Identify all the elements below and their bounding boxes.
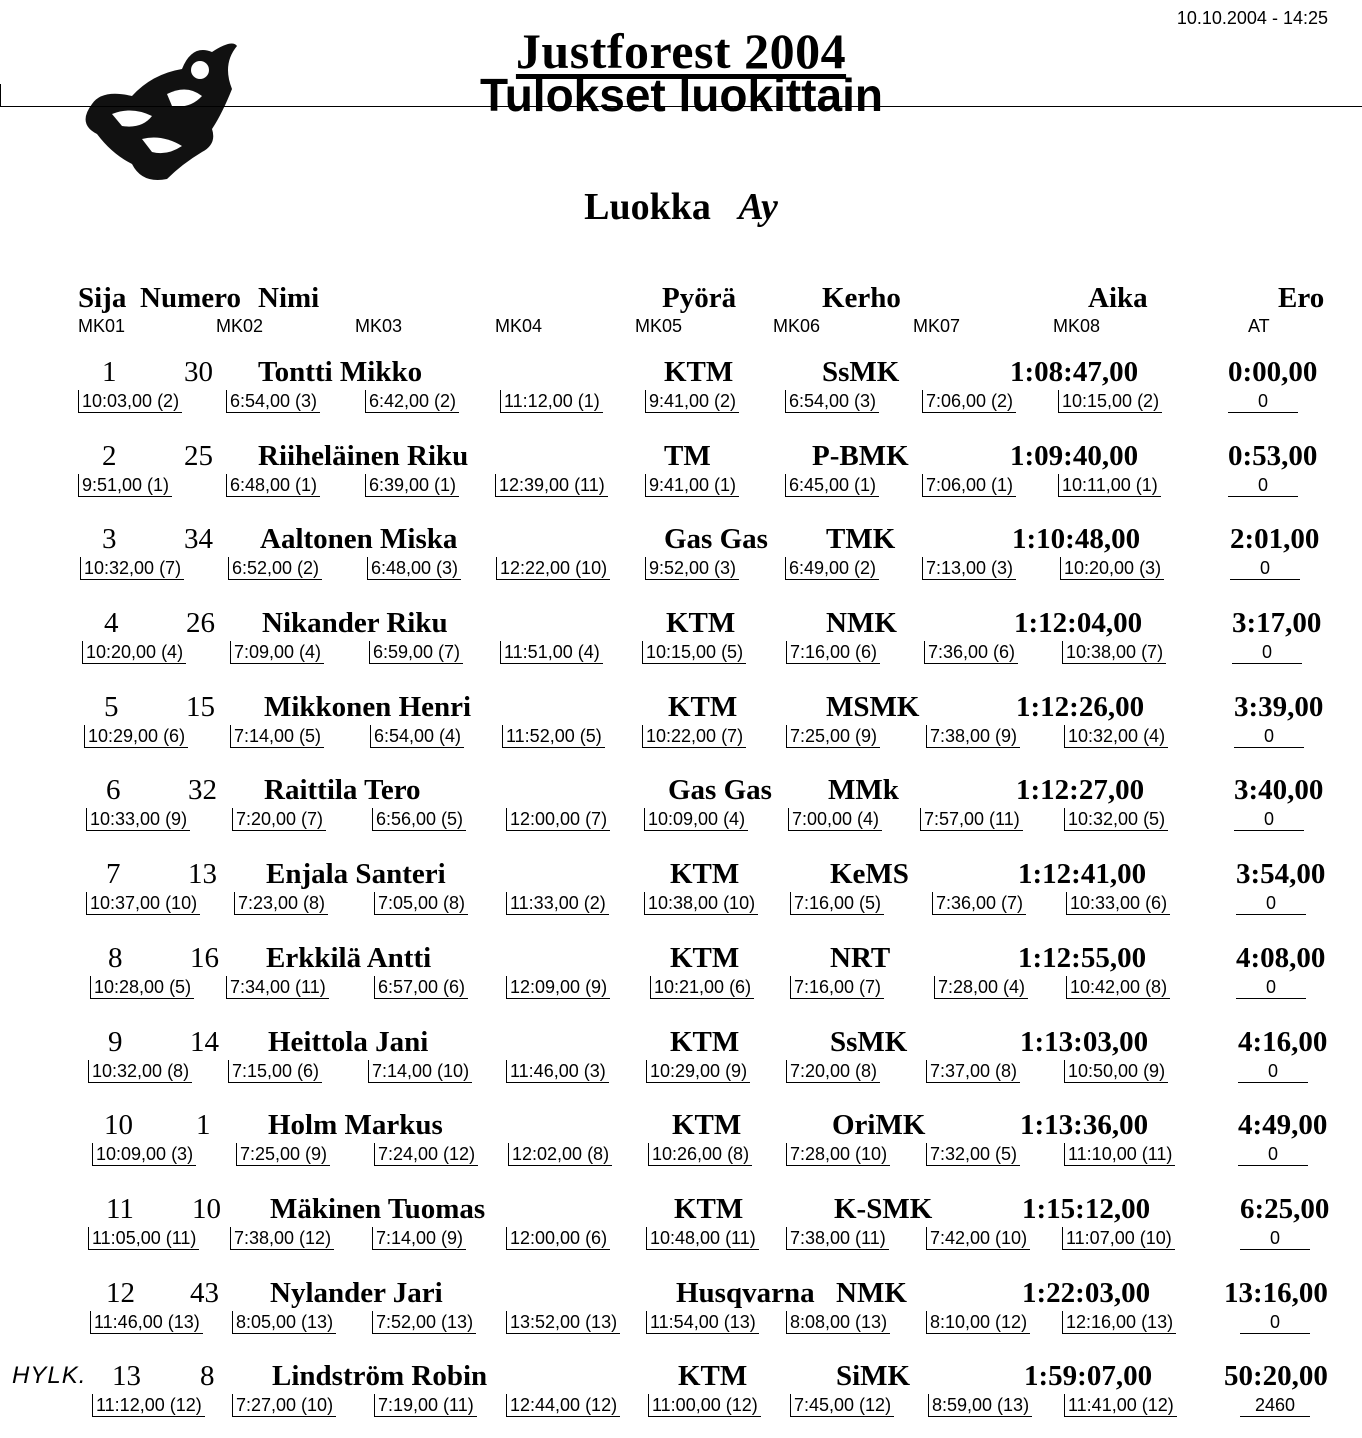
header-aika: Aika xyxy=(1088,282,1148,314)
cell-aika: 1:12:55,00 xyxy=(1018,941,1147,974)
cell-mk04: 11:46,00 (3) xyxy=(506,1060,609,1083)
cell-at: 0 xyxy=(1234,725,1304,748)
cell-mk05: 10:38,00 (10) xyxy=(644,892,758,915)
cell-mk06: 8:08,00 (13) xyxy=(786,1311,890,1334)
cell-numero: 32 xyxy=(188,774,217,807)
cell-at: 0 xyxy=(1234,808,1304,831)
cell-at: 2460 xyxy=(1240,1394,1310,1417)
cell-pyora: KTM xyxy=(666,607,736,640)
cell-mk03: 6:54,00 (4) xyxy=(370,725,464,748)
header-mk04: MK04 xyxy=(495,316,543,336)
cell-pyora: KTM xyxy=(672,1109,742,1142)
cell-mk05: 11:00,00 (12) xyxy=(648,1394,761,1417)
cell-mk08: 10:33,00 (6) xyxy=(1066,892,1170,915)
cell-aika: 1:59:07,00 xyxy=(1024,1360,1153,1393)
cell-mk01: 10:28,00 (5) xyxy=(90,976,194,999)
cell-mk05: 9:52,00 (3) xyxy=(645,557,739,580)
cell-mk07: 7:06,00 (2) xyxy=(922,390,1016,413)
cell-pyora: Husqvarna xyxy=(676,1276,815,1309)
cell-sija: 8 xyxy=(108,941,123,974)
cell-kerho: KeMS xyxy=(830,858,909,891)
cell-mk03: 7:52,00 (13) xyxy=(372,1311,476,1334)
cell-mk03: 7:14,00 (10) xyxy=(368,1060,472,1083)
cell-mk03: 7:24,00 (12) xyxy=(374,1143,478,1166)
header-mk07: MK07 xyxy=(913,316,961,336)
cell-mk07: 8:59,00 (13) xyxy=(928,1394,1032,1417)
cell-pyora: Gas Gas xyxy=(668,774,772,807)
cell-kerho: TMK xyxy=(826,523,896,556)
cell-kerho: MMk xyxy=(828,774,899,807)
cell-mk02: 8:05,00 (13) xyxy=(232,1311,336,1334)
table-row xyxy=(0,1354,1362,1438)
cell-numero: 26 xyxy=(186,607,215,640)
cell-sija: 2 xyxy=(102,439,117,472)
cell-pyora: TM xyxy=(664,439,711,472)
cell-mk03: 7:19,00 (11) xyxy=(374,1394,477,1417)
cell-mk04: 12:00,00 (7) xyxy=(506,808,610,831)
cell-at: 0 xyxy=(1240,1227,1310,1250)
cell-mk04: 12:02,00 (8) xyxy=(508,1143,612,1166)
cell-mk02: 7:34,00 (11) xyxy=(226,976,329,999)
print-timestamp: 10.10.2004 - 14:25 xyxy=(1176,8,1328,28)
cell-mk02: 6:54,00 (3) xyxy=(226,390,320,413)
cell-mk08: 11:07,00 (10) xyxy=(1062,1227,1175,1250)
cell-mk08: 12:16,00 (13) xyxy=(1062,1311,1176,1334)
cell-mk07: 7:32,00 (5) xyxy=(926,1143,1020,1166)
cell-mk07: 8:10,00 (12) xyxy=(926,1311,1030,1334)
cell-mk08: 11:41,00 (12) xyxy=(1064,1394,1177,1417)
cell-numero: 25 xyxy=(184,439,213,472)
cell-mk06: 6:54,00 (3) xyxy=(785,390,879,413)
cell-ero: 2:01,00 xyxy=(1230,523,1320,556)
cell-kerho: SiMK xyxy=(836,1360,911,1393)
cell-numero: 14 xyxy=(190,1025,219,1058)
class-name: Ay xyxy=(738,186,778,228)
cell-sija: 10 xyxy=(104,1109,133,1142)
cell-mk06: 6:49,00 (2) xyxy=(785,557,879,580)
cell-kerho: OriMK xyxy=(832,1109,926,1142)
cell-ero: 3:54,00 xyxy=(1236,858,1326,891)
cell-nimi: Riiheläinen Riku xyxy=(258,439,469,472)
table-row xyxy=(0,1271,1362,1355)
cell-pyora: Gas Gas xyxy=(664,523,768,556)
cell-sija: 11 xyxy=(106,1192,134,1225)
cell-kerho: SsMK xyxy=(830,1025,908,1058)
cell-mk05: 10:26,00 (8) xyxy=(648,1143,752,1166)
cell-mk03: 6:57,00 (6) xyxy=(374,976,468,999)
cell-sija: 4 xyxy=(104,607,119,640)
cell-aika: 1:13:36,00 xyxy=(1020,1109,1149,1142)
cell-mk01: 10:29,00 (6) xyxy=(84,725,188,748)
cell-mk04: 11:12,00 (1) xyxy=(500,390,603,413)
cell-nimi: Mikkonen Henri xyxy=(264,690,472,723)
cell-mk05: 10:22,00 (7) xyxy=(642,725,746,748)
cell-mk08: 10:15,00 (2) xyxy=(1058,390,1162,413)
cell-mk06: 7:16,00 (6) xyxy=(786,641,880,664)
cell-mk07: 7:36,00 (7) xyxy=(932,892,1026,915)
cell-mk07: 7:37,00 (8) xyxy=(926,1060,1020,1083)
cell-ero: 0:53,00 xyxy=(1228,439,1318,472)
cell-mk05: 9:41,00 (2) xyxy=(645,390,739,413)
cell-pyora: KTM xyxy=(678,1360,748,1393)
cell-ero: 50:20,00 xyxy=(1224,1360,1328,1393)
cell-at: 0 xyxy=(1240,1311,1310,1334)
table-row xyxy=(0,1187,1362,1271)
cell-at: 0 xyxy=(1232,641,1302,664)
cell-ero: 6:25,00 xyxy=(1240,1192,1330,1225)
cell-mk04: 13:52,00 (13) xyxy=(506,1311,620,1334)
cell-mk08: 10:11,00 (1) xyxy=(1058,474,1161,497)
header-mk03: MK03 xyxy=(355,316,403,336)
cell-mk05: 10:21,00 (6) xyxy=(650,976,754,999)
cell-kerho: P-BMK xyxy=(812,439,909,472)
cell-pyora: KTM xyxy=(668,690,738,723)
cell-mk05: 10:48,00 (11) xyxy=(646,1227,759,1250)
cell-ero: 4:49,00 xyxy=(1238,1109,1328,1142)
cell-mk02: 6:48,00 (1) xyxy=(226,474,320,497)
class-heading xyxy=(0,185,1362,229)
cell-ero: 4:16,00 xyxy=(1238,1025,1328,1058)
cell-nimi: Mäkinen Tuomas xyxy=(270,1192,486,1225)
cell-mk04: 11:52,00 (5) xyxy=(502,725,605,748)
cell-sija: 9 xyxy=(108,1025,123,1058)
event-title: Justforest 2004 xyxy=(515,23,847,79)
cell-numero: 15 xyxy=(186,690,215,723)
cell-mk06: 7:00,00 (4) xyxy=(788,808,882,831)
header-pyora: Pyörä xyxy=(662,282,737,314)
header-nimi: Nimi xyxy=(258,282,320,314)
cell-mk02: 7:09,00 (4) xyxy=(230,641,324,664)
cell-mk08: 10:50,00 (9) xyxy=(1064,1060,1168,1083)
cell-sija: 7 xyxy=(106,858,121,891)
cell-numero: 30 xyxy=(184,356,213,388)
cell-at: 0 xyxy=(1236,892,1306,915)
cell-mk03: 7:14,00 (9) xyxy=(372,1227,466,1250)
results-table xyxy=(0,350,1362,1438)
cell-mk04: 11:51,00 (4) xyxy=(500,641,603,664)
table-row xyxy=(0,1103,1362,1187)
handwritten-disqualified-note: HYLK. xyxy=(12,1362,87,1390)
cell-mk08: 10:42,00 (8) xyxy=(1066,976,1170,999)
header-mk06: MK06 xyxy=(773,316,821,336)
cell-nimi: Tontti Mikko xyxy=(258,356,423,388)
cell-pyora: KTM xyxy=(670,858,740,891)
table-row xyxy=(0,685,1362,769)
cell-kerho: K-SMK xyxy=(834,1192,933,1225)
cell-mk04: 12:09,00 (9) xyxy=(506,976,610,999)
cell-nimi: Enjala Santeri xyxy=(266,858,446,891)
cell-aika: 1:12:41,00 xyxy=(1018,858,1147,891)
header-numero: Numero xyxy=(140,282,241,314)
header-sija: Sija xyxy=(78,282,127,314)
cell-mk06: 7:16,00 (7) xyxy=(790,976,884,999)
cell-aika: 1:09:40,00 xyxy=(1010,439,1139,472)
cell-mk07: 7:42,00 (10) xyxy=(926,1227,1030,1250)
cell-sija: 1 xyxy=(102,356,117,388)
cell-mk05: 9:41,00 (1) xyxy=(645,474,739,497)
cell-mk03: 6:39,00 (1) xyxy=(365,474,459,497)
cell-aika: 1:15:12,00 xyxy=(1022,1192,1151,1225)
cell-mk06: 7:45,00 (12) xyxy=(790,1394,894,1417)
cell-mk02: 7:38,00 (12) xyxy=(230,1227,334,1250)
cell-mk03: 7:05,00 (8) xyxy=(374,892,468,915)
cell-mk02: 7:20,00 (7) xyxy=(232,808,326,831)
cell-ero: 4:08,00 xyxy=(1236,941,1326,974)
cell-nimi: Heittola Jani xyxy=(268,1025,429,1058)
table-row xyxy=(0,517,1362,601)
cell-sija: 12 xyxy=(106,1276,135,1309)
cell-mk01: 11:46,00 (13) xyxy=(90,1311,203,1334)
cell-aika: 1:12:26,00 xyxy=(1016,690,1145,723)
page-header xyxy=(0,22,1362,121)
cell-at: 0 xyxy=(1230,557,1300,580)
cell-kerho: MSMK xyxy=(826,690,920,723)
cell-kerho: NMK xyxy=(826,607,897,640)
cell-kerho: SsMK xyxy=(822,356,900,388)
cell-mk06: 7:25,00 (9) xyxy=(786,725,880,748)
cell-mk05: 11:54,00 (13) xyxy=(646,1311,759,1334)
cell-pyora: KTM xyxy=(670,1025,740,1058)
cell-mk07: 7:13,00 (3) xyxy=(922,557,1016,580)
cell-at: 0 xyxy=(1238,1143,1308,1166)
cell-nimi: Holm Markus xyxy=(268,1109,443,1142)
cell-nimi: Nylander Jari xyxy=(270,1276,443,1309)
cell-mk05: 10:09,00 (4) xyxy=(644,808,748,831)
cell-mk01: 10:03,00 (2) xyxy=(78,390,182,413)
page-subtitle: Tulokset luokittain xyxy=(0,84,1362,107)
cell-nimi: Erkkilä Antti xyxy=(266,941,432,974)
cell-mk02: 7:15,00 (6) xyxy=(228,1060,322,1083)
cell-pyora: KTM xyxy=(664,356,734,388)
cell-mk06: 7:38,00 (11) xyxy=(786,1227,889,1250)
cell-mk06: 6:45,00 (1) xyxy=(785,474,879,497)
cell-mk07: 7:36,00 (6) xyxy=(924,641,1018,664)
cell-pyora: KTM xyxy=(670,941,740,974)
cell-mk07: 7:28,00 (4) xyxy=(934,976,1028,999)
cell-mk08: 11:10,00 (11) xyxy=(1064,1143,1175,1166)
cell-mk01: 9:51,00 (1) xyxy=(78,474,172,497)
cell-sija: 13 xyxy=(112,1360,141,1393)
table-row xyxy=(0,768,1362,852)
cell-mk04: 12:00,00 (6) xyxy=(506,1227,610,1250)
cell-kerho: NMK xyxy=(836,1276,907,1309)
cell-ero: 3:17,00 xyxy=(1232,607,1322,640)
table-row xyxy=(0,434,1362,518)
cell-ero: 3:40,00 xyxy=(1234,774,1324,807)
cell-numero: 1 xyxy=(196,1109,211,1142)
cell-mk01: 10:09,00 (3) xyxy=(92,1143,196,1166)
cell-mk05: 10:29,00 (9) xyxy=(646,1060,750,1083)
cell-mk04: 12:22,00 (10) xyxy=(496,557,610,580)
cell-mk01: 11:12,00 (12) xyxy=(92,1394,205,1417)
cell-at: 0 xyxy=(1228,390,1298,413)
cell-mk01: 10:32,00 (8) xyxy=(88,1060,192,1083)
table-header xyxy=(0,272,1362,342)
cell-mk05: 10:15,00 (5) xyxy=(642,641,746,664)
cell-numero: 16 xyxy=(190,941,219,974)
cell-numero: 13 xyxy=(188,858,217,891)
cell-mk02: 7:23,00 (8) xyxy=(234,892,328,915)
cell-at: 0 xyxy=(1228,474,1298,497)
cell-numero: 34 xyxy=(184,523,213,556)
table-row xyxy=(0,601,1362,685)
cell-ero: 0:00,00 xyxy=(1228,356,1318,388)
header-at: AT xyxy=(1248,316,1270,336)
cell-sija: 5 xyxy=(104,690,119,723)
cell-mk07: 7:57,00 (11) xyxy=(920,808,1023,831)
cell-mk04: 12:39,00 (11) xyxy=(495,474,608,497)
cell-mk07: 7:06,00 (1) xyxy=(922,474,1016,497)
cell-numero: 43 xyxy=(190,1276,219,1309)
cell-aika: 1:12:04,00 xyxy=(1014,607,1143,640)
cell-aika: 1:22:03,00 xyxy=(1022,1276,1151,1309)
cell-mk03: 6:59,00 (7) xyxy=(369,641,463,664)
cell-mk06: 7:20,00 (8) xyxy=(786,1060,880,1083)
cell-mk02: 7:27,00 (10) xyxy=(232,1394,336,1417)
cell-ero: 3:39,00 xyxy=(1234,690,1324,723)
cell-mk04: 11:33,00 (2) xyxy=(506,892,609,915)
cell-mk01: 10:37,00 (10) xyxy=(86,892,200,915)
cell-mk08: 10:20,00 (3) xyxy=(1060,557,1164,580)
cell-sija: 6 xyxy=(106,774,121,807)
cell-pyora: KTM xyxy=(674,1192,744,1225)
cell-mk03: 6:48,00 (3) xyxy=(367,557,461,580)
cell-mk01: 11:05,00 (11) xyxy=(88,1227,199,1250)
cell-aika: 1:10:48,00 xyxy=(1012,523,1141,556)
class-label: Luokka xyxy=(584,186,711,228)
cell-mk03: 6:56,00 (5) xyxy=(372,808,466,831)
cell-mk01: 10:32,00 (7) xyxy=(80,557,184,580)
cell-nimi: Lindström Robin xyxy=(272,1360,488,1393)
cell-mk02: 7:14,00 (5) xyxy=(230,725,324,748)
cell-mk07: 7:38,00 (9) xyxy=(926,725,1020,748)
cell-mk08: 10:32,00 (5) xyxy=(1064,808,1168,831)
cell-mk08: 10:38,00 (7) xyxy=(1062,641,1166,664)
cell-numero: 10 xyxy=(192,1192,221,1225)
table-row xyxy=(0,852,1362,936)
cell-numero: 8 xyxy=(200,1360,215,1393)
cell-mk06: 7:16,00 (5) xyxy=(790,892,884,915)
cell-at: 0 xyxy=(1238,1060,1308,1083)
cell-mk01: 10:20,00 (4) xyxy=(82,641,186,664)
header-ero: Ero xyxy=(1278,282,1325,314)
table-row xyxy=(0,1020,1362,1104)
cell-nimi: Nikander Riku xyxy=(262,607,448,640)
cell-aika: 1:13:03,00 xyxy=(1020,1025,1149,1058)
header-kerho: Kerho xyxy=(822,282,901,314)
cell-mk08: 10:32,00 (4) xyxy=(1064,725,1168,748)
header-mk05: MK05 xyxy=(635,316,683,336)
cell-ero: 13:16,00 xyxy=(1224,1276,1328,1309)
cell-nimi: Aaltonen Miska xyxy=(260,523,458,556)
header-mk08: MK08 xyxy=(1053,316,1101,336)
cell-at: 0 xyxy=(1236,976,1306,999)
header-mk02: MK02 xyxy=(216,316,264,336)
cell-mk06: 7:28,00 (10) xyxy=(786,1143,890,1166)
header-mk01: MK01 xyxy=(78,316,126,336)
cell-mk03: 6:42,00 (2) xyxy=(365,390,459,413)
cell-mk02: 6:52,00 (2) xyxy=(228,557,322,580)
cell-kerho: NRT xyxy=(830,941,891,974)
table-row xyxy=(0,350,1362,434)
cell-aika: 1:12:27,00 xyxy=(1016,774,1145,807)
cell-aika: 1:08:47,00 xyxy=(1010,356,1139,388)
cell-sija: 3 xyxy=(102,523,117,556)
cell-nimi: Raittila Tero xyxy=(264,774,421,807)
cell-mk02: 7:25,00 (9) xyxy=(236,1143,330,1166)
cell-mk04: 12:44,00 (12) xyxy=(506,1394,620,1417)
table-row xyxy=(0,936,1362,1020)
cell-mk01: 10:33,00 (9) xyxy=(86,808,190,831)
